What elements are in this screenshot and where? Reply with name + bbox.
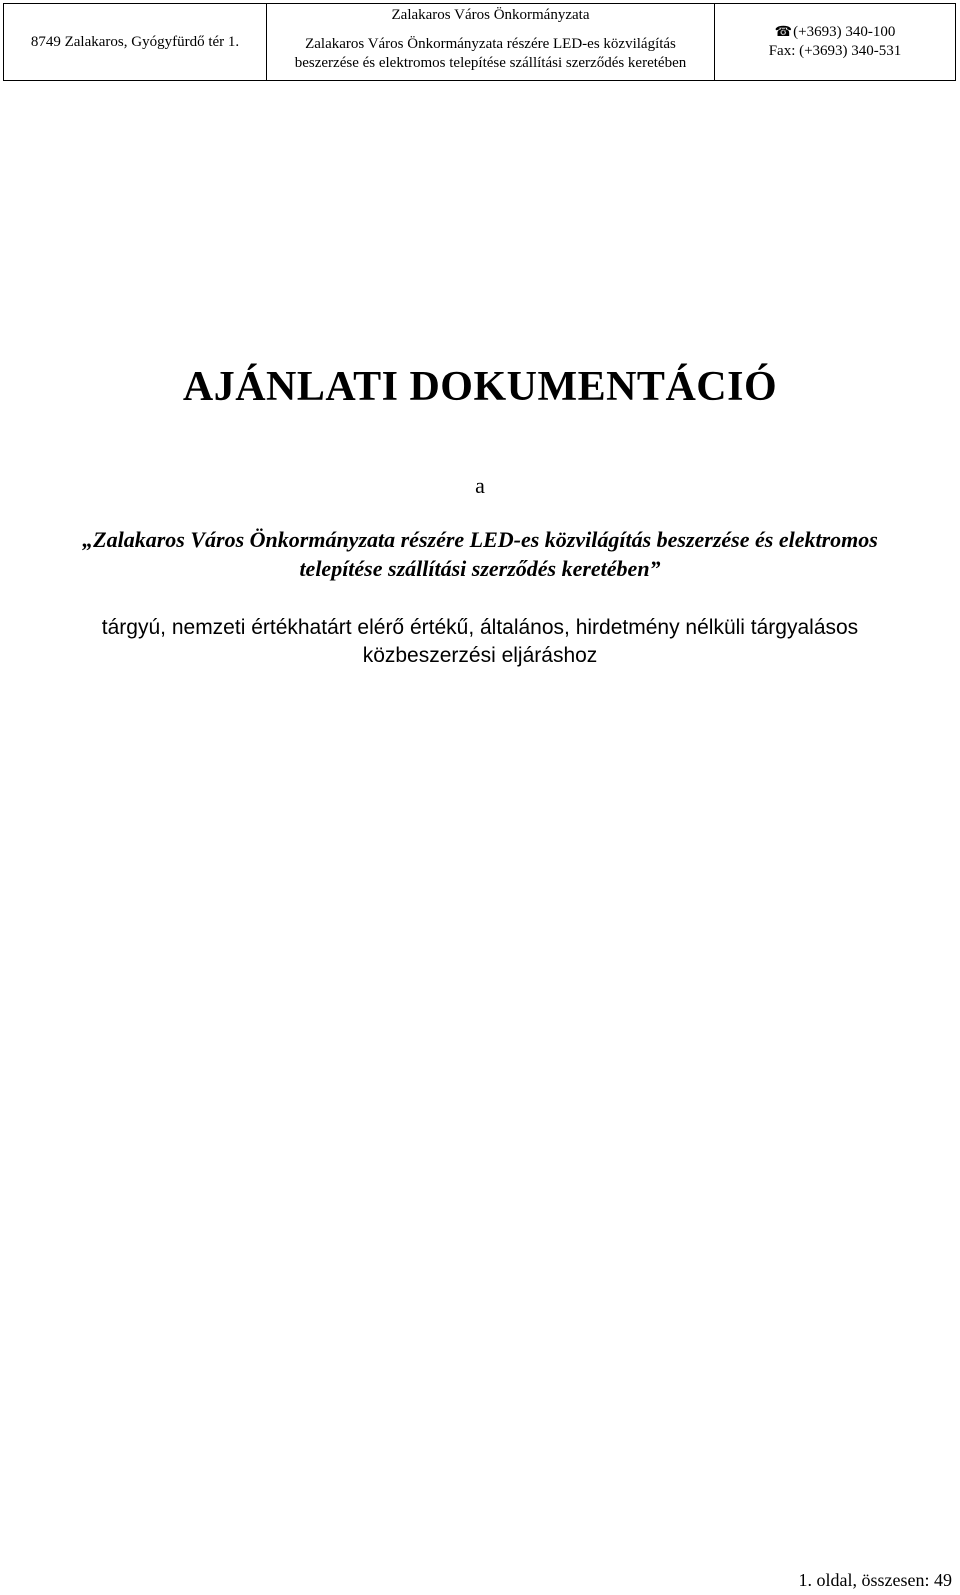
header-organization: Zalakaros Város Önkormányzata [391,7,590,23]
procedure-line-2: közbeszerzési eljáráshoz [362,644,598,667]
header-address: 8749 Zalakaros, Gyógyfürdő tér 1. [30,33,240,50]
header-subject-cell [267,4,715,80]
document-header [3,3,956,81]
header-subject-line-2: beszerzése és elektromos telepítése szállítási szerződés keretében [294,55,687,71]
subject-line-2: telepítése szállítási szerződés keretében” [299,556,661,581]
telephone-icon: ☎ [774,25,793,40]
header-address-cell [4,4,267,80]
subject-line-1: „Zalakaros Város Önkormányzata részére LED-es közvilágítás beszerzése és elektromos [82,527,878,552]
header-phone: (+3693) 340-100 [793,24,896,40]
header-phone-row [775,23,896,42]
header-subject-line-1: Zalakaros Város Önkormányzata részére LED-es közvilágítás [305,36,676,52]
procedure-line-1: tárgyú, nemzeti értékhatárt elérő értékű, általános, hirdetmény nélküli tárgyalásos [101,616,859,639]
document-subject [20,525,940,583]
document-article: a [475,473,485,498]
header-fax: Fax: (+3693) 340-531 [768,43,902,59]
header-contact-cell [715,4,955,80]
page-number: 1. oldal, összesen: 49 [798,1570,952,1590]
procedure-description [20,614,940,670]
document-title: AJÁNLATI DOKUMENTÁCIÓ [182,364,778,410]
